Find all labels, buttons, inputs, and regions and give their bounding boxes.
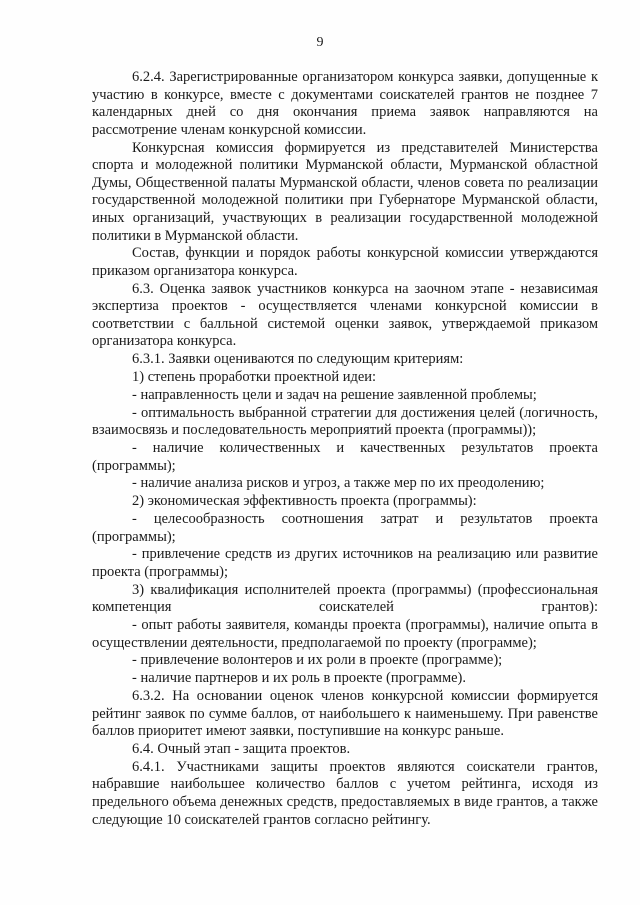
paragraph-p-6-4: 6.4. Очный этап - защита проектов. bbox=[132, 740, 351, 757]
document-body bbox=[92, 69, 598, 829]
paragraph-p-crit-1d: - наличие анализа рисков и угроз, а также мер по их преодолению; bbox=[132, 475, 545, 492]
paragraph-p-crit-2a: - целесообразность соотношения затрат и результатов проекта (программы); bbox=[92, 510, 598, 545]
paragraph-p-6-2-4: 6.2.4. Зарегистрированные организатором конкурса заявки, допущенные к участию в конкурсе, вместе с документами соискателей грантов не позднее 7 календарных дней со дня окончания приема заявок направляются на рассмотрение членам конкурсной комиссии. bbox=[92, 69, 598, 138]
paragraph-p-komissiya: Конкурсная комиссия формируется из представителей Министерства спорта и молодежной политики Мурманской области, Мурманской областной Думы, Общественной палаты Мурманской области, членов совета по реализации государственной молодежной политики при Губернаторе Мурманской области, иных организаций, участвующих в реализации государственной молодежной политики в Мурманской области. bbox=[92, 139, 598, 244]
paragraph-p-crit-1a: - направленность цели и задач на решение заявленной проблемы; bbox=[132, 386, 537, 403]
paragraph-p-6-3: 6.3. Оценка заявок участников конкурса на заочном этапе - независимая экспертиза проектов - осуществляется членами конкурсной комиссии в соответствии с балльной системой оценки заявок, утверждаемой приказом организатора конкурса. bbox=[92, 280, 598, 350]
paragraph-p-crit-3c: - наличие партнеров и их роль в проекте (программе). bbox=[132, 670, 467, 687]
paragraph-p-crit-3a: - опыт работы заявителя, команды проекта (программы), наличие опыта в осуществлении деятельности, предполагаемой по проекту (программе); bbox=[92, 617, 598, 651]
paragraph-p-6-3-1: 6.3.1. Заявки оцениваются по следующим критериям: bbox=[132, 351, 464, 368]
paragraph-p-crit-3: 3) квалификация исполнителей проекта (программы) (профессиональная компетенция соискателей грантов): bbox=[92, 581, 598, 616]
paragraph-p-crit-1b: - оптимальность выбранной стратегии для достижения целей (логичность, взаимосвязь и последовательность мероприятий проекта (программы)); bbox=[92, 404, 598, 439]
paragraph-p-crit-1c: - наличие количественных и качественных результатов проекта (программы); bbox=[92, 439, 598, 474]
paragraph-p-crit-3b: - привлечение волонтеров и их роли в проекте (программе); bbox=[132, 652, 503, 669]
paragraph-p-6-3-2: 6.3.2. На основании оценок членов конкурсной комиссии формируется рейтинг заявок по сумме баллов, от наибольшего к наименьшему. При равенстве баллов приоритет имеют заявки, поступившие на конкурс раньше. bbox=[92, 687, 598, 740]
paragraph-p-crit-2: 2) экономическая эффективность проекта (программы): bbox=[132, 493, 477, 510]
paragraph-p-crit-1: 1) степень проработки проектной идеи: bbox=[132, 369, 377, 386]
paragraph-p-crit-2b: - привлечение средств из других источников на реализацию или развитие проекта (программы); bbox=[92, 546, 598, 580]
paragraph-p-sostav: Состав, функции и порядок работы конкурсной комиссии утверждаются приказом организатора конкурса. bbox=[92, 245, 598, 279]
page-number: 9 bbox=[316, 35, 324, 50]
paragraph-p-6-4-1: 6.4.1. Участниками защиты проектов являются соискатели грантов, набравшие наибольшее количество баллов с учетом рейтинга, исходя из предельного объема денежных средств, предоставляемых в виде грантов, а также следующие 10 соискателей грантов согласно рейтингу. bbox=[92, 758, 598, 828]
